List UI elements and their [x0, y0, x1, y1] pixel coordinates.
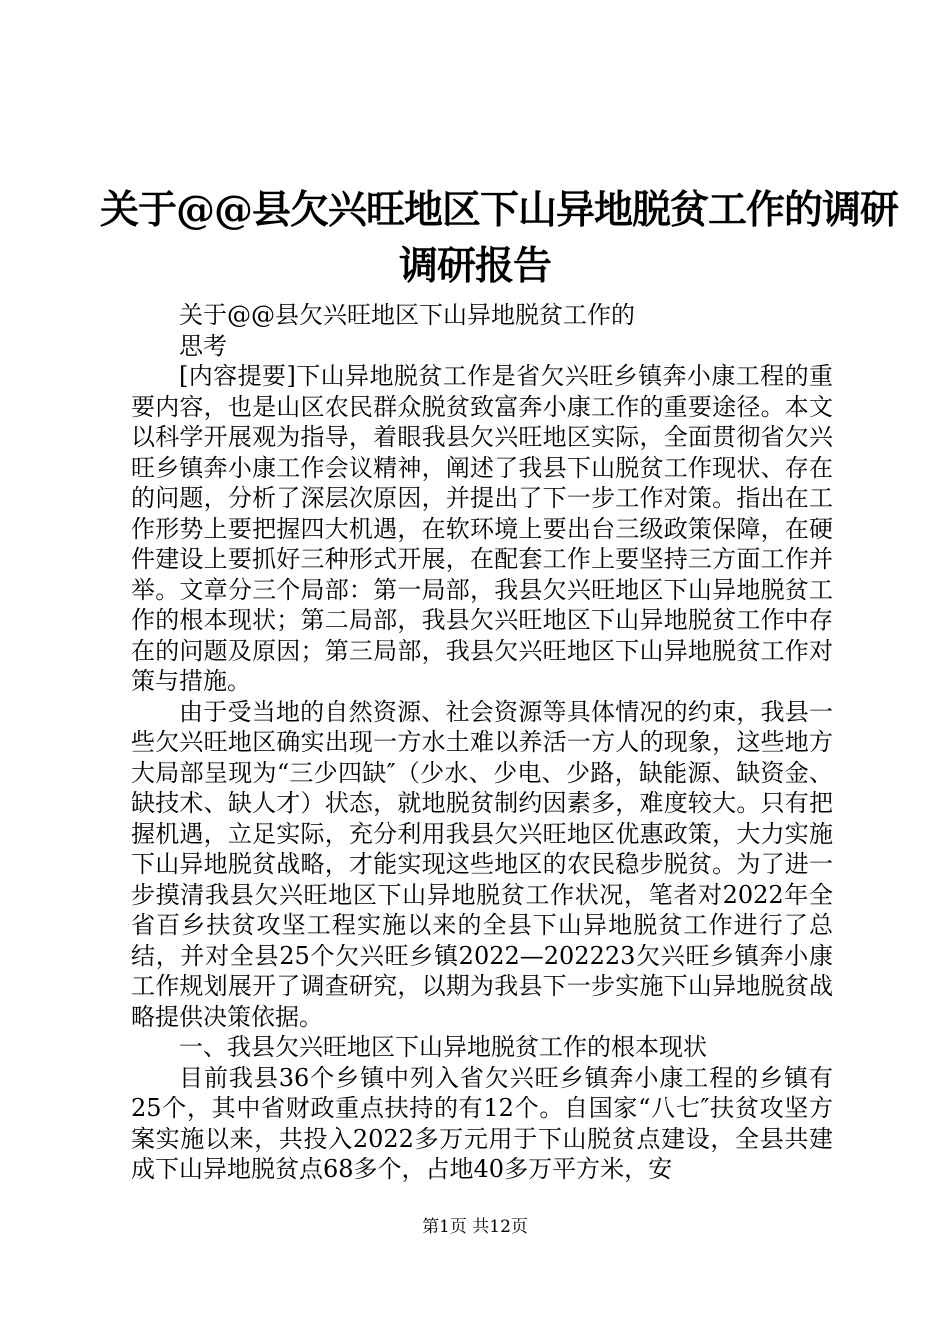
paragraph-abstract: [内容提要]下山异地脱贫工作是省欠兴旺乡镇奔小康工程的重要内容，也是山区农民群众脱贫致富奔小康工作的重要途径。本文以科学开展观为指导，着眼我县欠兴旺地区实际，全面贯彻省欠兴旺乡镇奔小康工作会议精神，阐述了我县下山脱贫工作现状、存在的问题，分析了深层次原因，并提出了下一步工作对策。指出在工作形势上要把握四大机遇，在软环境上要出台三级政策保障，在硬件建设上要抓好三种形式开展，在配套工作上要坚持三方面工作并举。文章分三个局部：第一局部，我县欠兴旺地区下山异地脱贫工作的根本现状；第二局部，我县欠兴旺地区下山异地脱贫工作中存在的问题及原因；第三局部，我县欠兴旺地区下山异地脱贫工作对策与措施。	[131, 362, 833, 695]
paragraph-status: 目前我县36个乡镇中列入省欠兴旺乡镇奔小康工程的乡镇有25个，其中省财政重点扶持的有12个。自国家“八七″扶贫攻坚方案实施以来，共投入2022多万元用于下山脱贫点建设，全县共建成下山异地脱贫点68多个，占地40多万平方米，安	[131, 1063, 833, 1183]
subtitle-line-2: 思考	[179, 331, 227, 360]
document-title-line-2: 调研报告	[398, 243, 551, 289]
page-number-footer: 第1页 共12页	[422, 1217, 528, 1237]
section-heading-1: 一、我县欠兴旺地区下山异地脱贫工作的根本现状	[179, 1033, 707, 1061]
paragraph-intro: 由于受当地的自然资源、社会资源等具体情况的约束，我县一些欠兴旺地区确实出现一方水土难以养活一方人的现象，这些地方大局部呈现为“三少四缺″（少水、少电、少路，缺能源、缺资金、缺技术、缺人才）状态，就地脱贫制约因素多，难度较大。只有把握机遇，立足实际，充分利用我县欠兴旺地区优惠政策，大力实施下山异地脱贫战略，才能实现这些地区的农民稳步脱贫。为了进一步摸清我县欠兴旺地区下山异地脱贫工作状况，笔者对2022年全省百乡扶贫攻坚工程实施以来的全县下山异地脱贫工作进行了总结，并对全县25个欠兴旺乡镇2022—202223欠兴旺乡镇奔小康工作规划展开了调查研究，以期为我县下一步实施下山异地脱贫战略提供决策依据。	[131, 697, 833, 1031]
document-title-line-1: 关于@@县欠兴旺地区下山异地脱贫工作的调研	[100, 187, 899, 233]
document-body	[131, 300, 833, 1185]
subtitle-line-1: 关于@@县欠兴旺地区下山异地脱贫工作的	[179, 301, 635, 329]
